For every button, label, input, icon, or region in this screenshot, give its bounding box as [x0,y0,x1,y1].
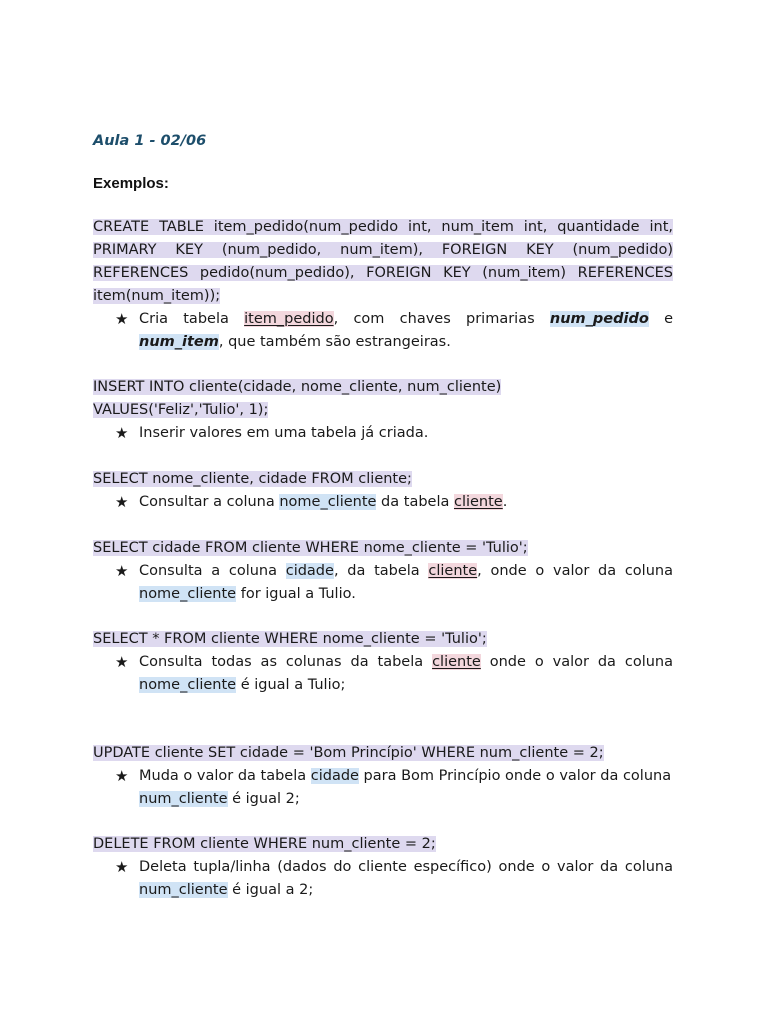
section-heading: Exemplos: [93,175,169,192]
column-term: nome_cliente [139,586,237,602]
sql-code: SELECT * FROM cliente WHERE nome_cliente = 'Tulio'; [93,631,487,647]
sql-code: DELETE FROM cliente WHERE num_cliente = 2; [93,836,436,852]
table-term: cliente [428,563,478,579]
sql-code: CREATE TABLE item_pedido(num_pedido int, num_item int, quantidade int, PRIMARY KEY (num_pedido, num_item), FOREIGN KEY (num_pedido) REFERENCES pedido(num_pedido), FOREIGN KEY (num_item) REFERENCES item(num_item)); [93,219,673,304]
example-insert [93,376,673,445]
star-icon: ★ [115,310,129,328]
example-select-where [93,537,673,606]
example-update [93,742,673,811]
table-term: item_pedido [244,311,334,327]
star-icon: ★ [115,562,129,580]
sql-code: INSERT INTO cliente(cidade, nome_cliente, num_cliente) VALUES('Feliz','Tulio', 1); [93,379,502,418]
star-icon: ★ [115,858,129,876]
bullet-item: ★ Consulta todas as colunas da tabela cliente onde o valor da coluna nome_cliente é igual a Tulio; [115,653,673,693]
star-icon: ★ [115,424,129,442]
sql-code: SELECT cidade FROM cliente WHERE nome_cliente = 'Tulio'; [93,540,528,556]
star-icon: ★ [115,653,129,671]
example-select-all [93,628,673,697]
bullet-item: ★ Muda o valor da tabela cidade para Bom Princípio onde o valor da coluna num_cliente é igual 2; [115,767,672,807]
column-term: num_cliente [139,882,228,898]
bullet-item: ★ Deleta tupla/linha (dados do cliente específico) onde o valor da coluna num_cliente é igual a 2; [115,858,673,898]
example-delete [93,833,673,902]
column-term: num_pedido [549,311,649,327]
column-term: nome_cliente [139,677,237,693]
sql-code: UPDATE cliente SET cidade = 'Bom Princípio' WHERE num_cliente = 2; [93,745,604,761]
column-term: num_item [139,334,219,350]
page-title: Aula 1 - 02/06 [93,133,207,149]
column-term: num_cliente [139,791,228,807]
example-select-columns [93,468,673,514]
star-icon: ★ [115,767,129,785]
star-icon: ★ [115,493,129,511]
bullet-item: ★ Consulta a coluna cidade, da tabela cliente, onde o valor da coluna nome_cliente for igual a Tulio. [115,562,673,602]
table-term: cliente [432,654,481,670]
bullet-item: ★ Cria tabela item_pedido, com chaves primarias num_pedido e num_item, que também são estrangeiras. [115,310,674,350]
bullet-item: ★ Consultar a coluna nome_cliente da tabela cliente. [139,491,673,514]
example-create-table [93,216,673,354]
column-term: cidade [285,563,334,579]
bullet-item: ★ Inserir valores em uma tabela já criada. [139,422,673,445]
sql-code: SELECT nome_cliente, cidade FROM cliente; [93,471,412,487]
table-term: cliente [453,494,503,510]
column-term: nome_cliente [279,494,377,510]
column-term: cidade [310,768,359,784]
